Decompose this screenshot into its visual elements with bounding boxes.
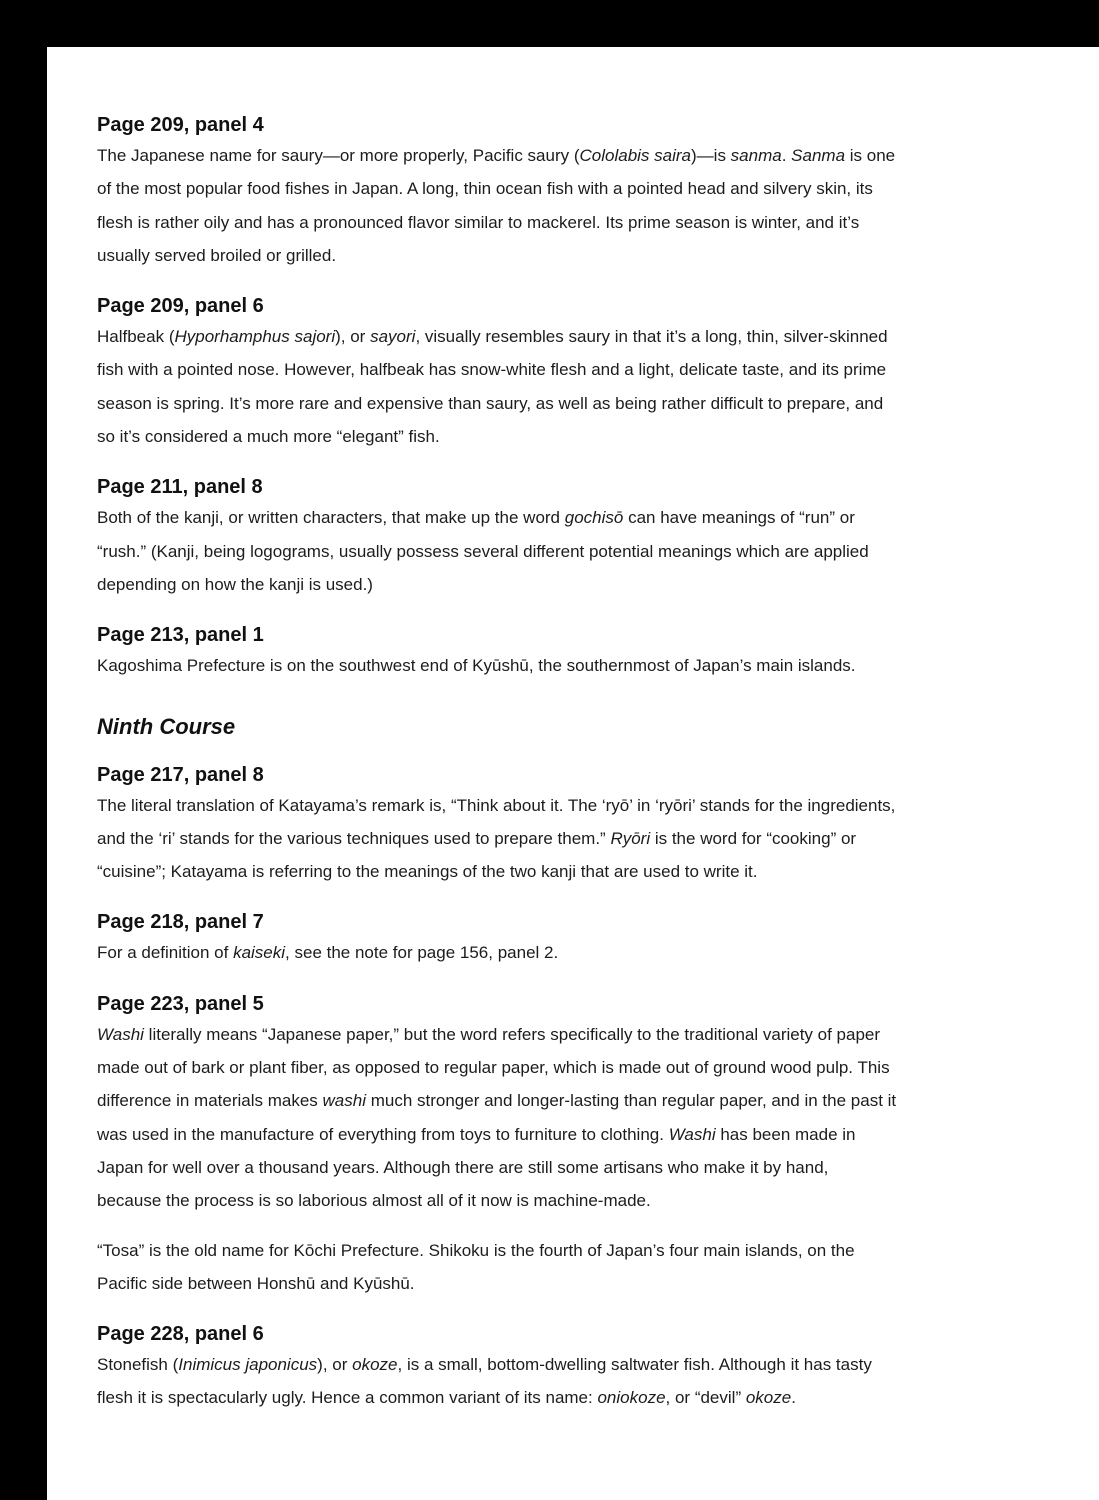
italic-term: washi xyxy=(322,1091,366,1111)
note-heading: Page 218, panel 7 xyxy=(97,911,264,934)
italic-term: Cololabis saira xyxy=(579,146,691,165)
note-paragraph xyxy=(97,139,897,272)
note-entry xyxy=(97,621,897,682)
italic-term: okoze xyxy=(352,1355,398,1375)
text-run: is the word for “cooking” or “cuisine”; Katayama is referring to the meanings of the two kanji that are used to write it. xyxy=(97,828,857,882)
text-run: , visually resembles saury in that it’s a long, thin, silver-skinned fish with a pointed nose. However, halfbeak has snow-white flesh and a light, delicate taste, and its prime season is spring. It’s more rare and expensive than saury, as well as being rather difficult to prepare, and so it’s considered a much more “elegant” fish. xyxy=(97,327,888,447)
text-run: can have meanings of “run” or “rush.” (Kanji, being logograms, usually possess several different potential meanings which are applied depending on how the kanji is used.) xyxy=(97,508,869,594)
text-run: . xyxy=(791,1388,796,1408)
note-paragraph xyxy=(97,936,897,969)
note-paragraph xyxy=(97,501,897,601)
note-heading: Page 223, panel 5 xyxy=(97,992,264,1015)
section-title: Ninth Course xyxy=(97,713,236,739)
note-paragraph xyxy=(97,1234,897,1301)
note-heading: Page 217, panel 8 xyxy=(97,763,264,786)
italic-term: sayori xyxy=(370,327,416,347)
note-entry xyxy=(97,908,897,969)
text-run: , is a small, bottom-dwelling saltwater fish. Although it has tasty flesh it is spectacularly ugly. Hence a common variant of its name: xyxy=(97,1355,872,1408)
note-heading: Page 228, panel 6 xyxy=(97,1323,264,1346)
note-heading: Page 209, panel 4 xyxy=(97,114,264,136)
text-run: . xyxy=(781,146,792,165)
italic-term: Ryōri xyxy=(610,828,651,848)
text-run: ), or xyxy=(335,327,371,347)
italic-term: Sanma xyxy=(791,146,846,165)
note-paragraph xyxy=(97,1018,897,1218)
text-run: The Japanese name for saury—or more properly, Pacific saury ( xyxy=(97,146,580,165)
note-entry xyxy=(97,292,897,453)
text-run: much stronger and longer-lasting than regular paper, and in the past it was used in the manufacture of everything from toys to furniture to clothing. xyxy=(97,1091,897,1144)
text-run: Halfbeak ( xyxy=(97,327,175,347)
italic-term: Hyporhamphus sajori xyxy=(174,327,336,347)
italic-term: okoze xyxy=(745,1388,792,1408)
text-run: Kagoshima Prefecture is on the southwest end of Kyūshū, the southernmost of Japan’s main islands. xyxy=(97,656,856,676)
italic-term: Inimicus japonicus xyxy=(178,1355,318,1375)
text-run: has been made in Japan for well over a thousand years. Although there are still some artisans who make it by hand, because the process is so laborious almost all of it now is machine-made. xyxy=(97,1124,856,1211)
note-heading: Page 211, panel 8 xyxy=(97,476,263,499)
text-run: “Tosa” is the old name for Kōchi Prefecture. Shikoku is the fourth of Japan’s four main islands, on the Pacific side between Honshū and Kyūshū. xyxy=(97,1240,855,1293)
note-paragraph xyxy=(97,1348,897,1415)
document-page xyxy=(47,47,1099,1500)
notes-content xyxy=(97,111,897,1435)
note-paragraph xyxy=(97,649,897,682)
text-run: , see the note for page 156, panel 2. xyxy=(285,943,559,963)
note-entry xyxy=(97,473,897,601)
note-heading: Page 213, panel 1 xyxy=(97,624,264,647)
note-heading: Page 209, panel 6 xyxy=(97,295,264,318)
text-run: literally means “Japanese paper,” but the word refers specifically to the traditional variety of paper made out of bark or plant fiber, as opposed to regular paper, which is made out of ground wood pulp. This difference in materials makes xyxy=(97,1024,890,1111)
note-entry xyxy=(97,111,897,272)
text-run: Both of the kanji, or written characters, that make up the word xyxy=(97,508,565,528)
note-entry xyxy=(97,1320,897,1415)
text-run: , or “devil” xyxy=(665,1388,746,1408)
italic-term: kaiseki xyxy=(233,943,286,963)
text-run: Stonefish ( xyxy=(97,1355,179,1375)
text-run: is one of the most popular food fishes in Japan. A long, thin ocean fish with a pointed head and silvery skin, its flesh is rather oily and has a pronounced flavor similar to mackerel. Its prime season is winter, and it’s usually served broiled or grilled. xyxy=(97,146,896,265)
note-entry xyxy=(97,761,897,889)
text-run: ), or xyxy=(317,1355,353,1375)
text-run: For a definition of xyxy=(97,943,234,963)
italic-term: Washi xyxy=(97,1024,144,1044)
italic-term: sanma xyxy=(730,146,782,165)
notes-group-after xyxy=(97,761,897,1415)
italic-term: oniokoze xyxy=(597,1388,666,1408)
italic-term: Washi xyxy=(668,1124,716,1144)
text-run: The literal translation of Katayama’s remark is, “Think about it. The ‘ryō’ in ‘ryōri’ stands for the ingredients, and the ‘ri’ stands for the various techniques used to prepare them.” xyxy=(97,795,896,848)
italic-term: gochisō xyxy=(564,508,624,528)
notes-group-before xyxy=(97,111,897,683)
note-paragraph xyxy=(97,320,897,453)
text-run: )—is xyxy=(691,146,731,165)
note-entry xyxy=(97,990,897,1300)
note-paragraph xyxy=(97,789,897,889)
